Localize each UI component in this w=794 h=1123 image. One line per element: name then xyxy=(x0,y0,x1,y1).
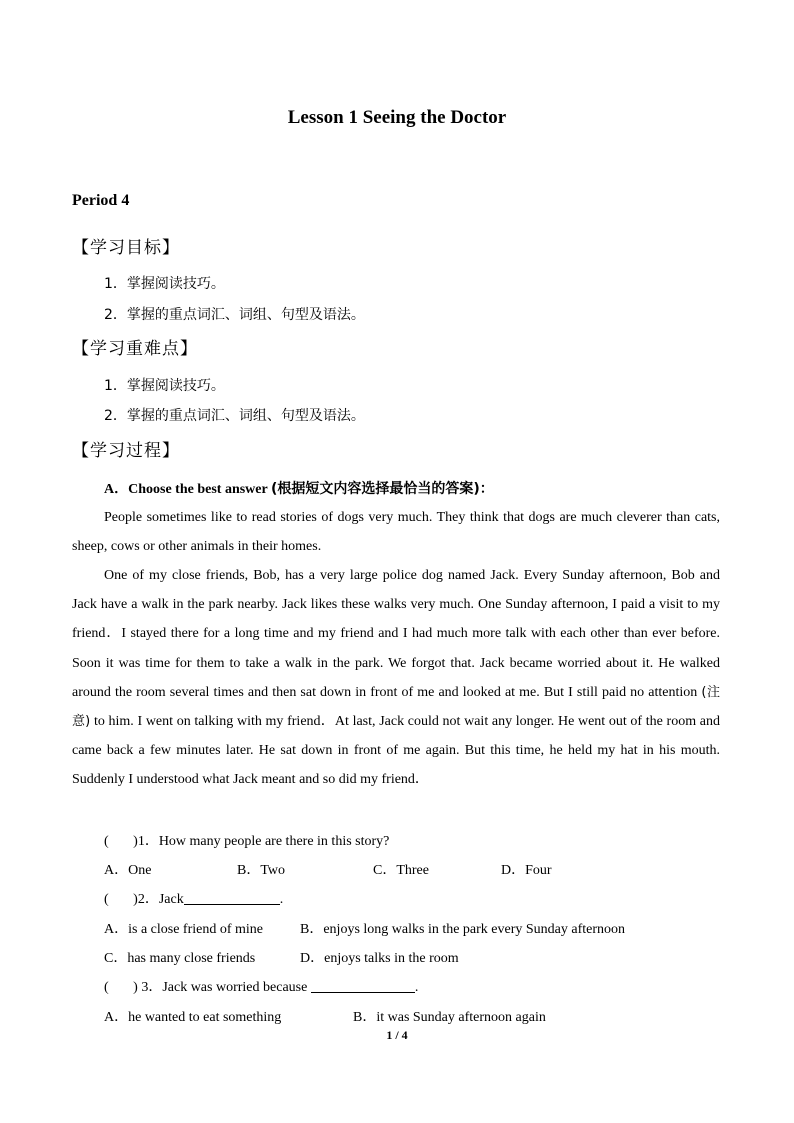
passage-paragraph-1: People sometimes like to read stories of dogs very much. They think that dogs are much cleverer than cats, sheep, cows or other animals in their homes. xyxy=(72,510,720,555)
q2-option-c: C．has many close friends xyxy=(104,951,256,966)
q2-option-a: A．is a close friend of mine xyxy=(104,922,264,937)
page-number: 1 / 4 xyxy=(386,1028,408,1042)
key-point-item: 2．掌握的重点词汇、词组、句型及语法。 xyxy=(104,408,365,424)
key-points-heading: 【学习重难点】 xyxy=(72,339,198,359)
objective-item: 1．掌握阅读技巧。 xyxy=(104,276,225,292)
exercise-a-label-cn: (根据短文内容选择最恰当的答案)： xyxy=(270,481,494,497)
period-label: Period 4 xyxy=(72,192,130,209)
answer-blank xyxy=(311,978,415,993)
q1-option-b: B．Two xyxy=(237,863,286,878)
passage-text: to him. I went on talking with my friend．At last, Jack could not wait any longer. He went out of the room and came back a few minutes later. He sat down in front of me again. But this time, he held my hat in his mouth. Suddenly I understood what Jack meant and so did my friend． xyxy=(72,714,721,788)
q3-option-a: A．he wanted to eat something xyxy=(104,1010,282,1025)
question-2-text: ( )2．Jack xyxy=(104,892,184,907)
q2-option-b: B．enjoys long walks in the park every Sunday afternoon xyxy=(300,922,626,937)
q3-option-b: B．it was Sunday afternoon again xyxy=(353,1010,546,1025)
passage-text: One of my close friends, Bob, has a very large police dog named Jack. Every Sunday afternoon, Bob and Jack have a walk in the park nearby. Jack likes these walks very much. One Sunday afternoon, I paid a visit to my friend．I stayed there for a long time and my friend and I had much more talk with each other than ever before. Soon it was time for them to take a walk in the park. We forgot that. Jack became worried about it. He walked around the room several times and then sat down in front of me and looked at me. But I still paid no attention xyxy=(72,568,720,700)
q1-option-c: C．Three xyxy=(373,863,429,878)
q1-option-d: D．Four xyxy=(501,863,552,878)
passage-paragraph-2 xyxy=(72,561,720,795)
answer-blank xyxy=(184,890,280,905)
question-1-stem: ( )1．How many people are there in this story? xyxy=(104,834,390,849)
process-heading: 【学习过程】 xyxy=(72,441,180,461)
question-3-text: ( ) 3．Jack was worried because xyxy=(104,980,311,995)
lesson-title: Lesson 1 Seeing the Doctor xyxy=(287,107,507,128)
passage-gloss: (注意) xyxy=(72,684,720,730)
question-2-stem: ( )2．Jack . xyxy=(104,892,284,907)
exercise-a-label-en: A．Choose the best answer xyxy=(104,482,271,497)
question-3-stem: ( ) 3．Jack was worried because . xyxy=(104,980,419,995)
q2-option-d: D．enjoys talks in the room xyxy=(300,951,459,966)
q1-option-a: A．One xyxy=(104,863,152,878)
exercise-a-label xyxy=(104,478,494,498)
key-point-item: 1．掌握阅读技巧。 xyxy=(104,378,225,394)
objective-item: 2．掌握的重点词汇、词组、句型及语法。 xyxy=(104,307,365,323)
objectives-heading: 【学习目标】 xyxy=(72,238,180,258)
